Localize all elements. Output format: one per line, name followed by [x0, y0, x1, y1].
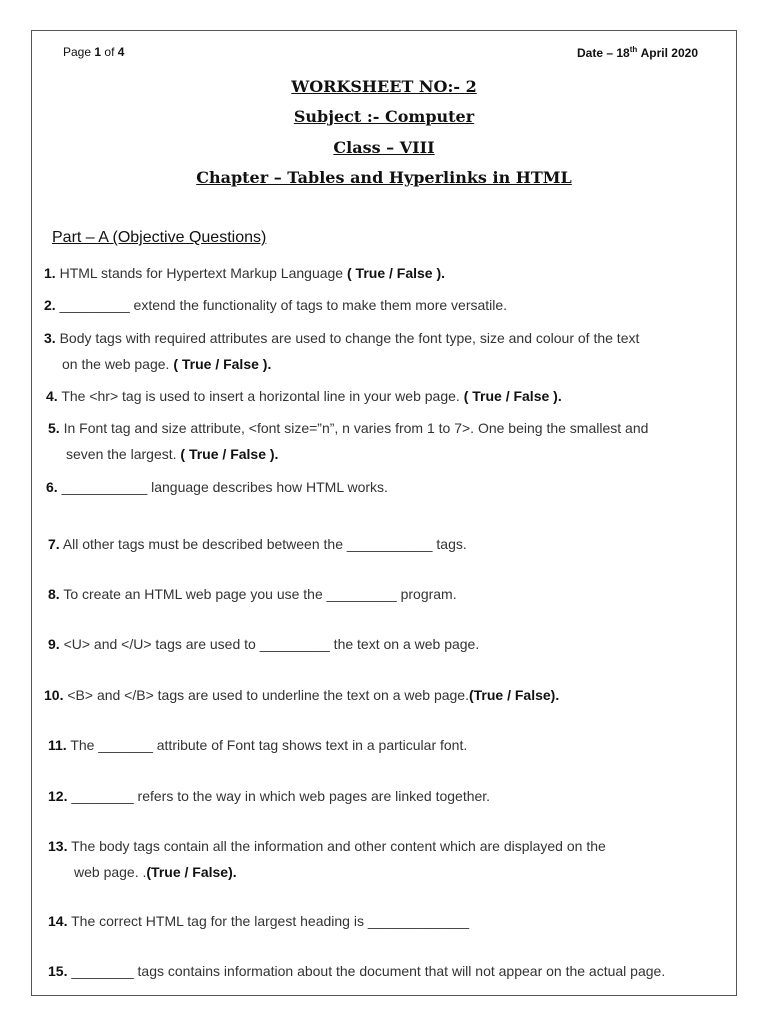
question-4: 4. The <hr> tag is used to insert a horizontal line in your web page. ( True / False ).	[46, 388, 562, 404]
question-6: 6. ___________ language describes how HTML works.	[46, 479, 388, 495]
chapter-title: Chapter – Tables and Hyperlinks in HTML	[196, 168, 572, 187]
question-2: 2. _________ extend the functionality of tags to make them more versatile.	[44, 297, 508, 313]
question-8: 8. To create an HTML web page you use the _________ program.	[48, 586, 457, 602]
question-13: 13. The body tags contain all the information and other content which are displayed on the web page. .(True / False).	[48, 838, 606, 880]
page-number: Page 1 of 4	[63, 45, 125, 59]
question-15: 15. ________ tags contains information about the document that will not appear on the actual page.	[48, 963, 666, 979]
question-11: 11. The _______ attribute of Font tag shows text in a particular font.	[48, 737, 468, 753]
question-5: 5. In Font tag and size attribute, <font size=”n”, n varies from 1 to 7>. One being the smallest and seven the largest. ( True / False ).	[48, 420, 649, 462]
class-title: Class – VIII	[333, 138, 435, 157]
question-14: 14. The correct HTML tag for the largest heading is _____________	[48, 913, 470, 929]
question-9: 9. <U> and </U> tags are used to _________ the text on a web page.	[48, 636, 480, 652]
date: Date – 18th April 2020	[576, 45, 698, 60]
worksheet-title: WORKSHEET NO:- 2	[291, 77, 477, 96]
question-7: 7. All other tags must be described between the ___________ tags.	[48, 536, 467, 552]
part-heading: Part – A (Objective Questions)	[52, 229, 267, 246]
question-3: 3. Body tags with required attributes are used to change the font type, size and colour of the text on the web page. ( True / False ).	[44, 330, 640, 372]
question-12: 12. ________ refers to the way in which web pages are linked together.	[48, 788, 491, 804]
question-10: 10. <B> and </B> tags are used to underline the text on a web page.(True / False).	[44, 687, 560, 703]
subject-title: Subject :- Computer	[293, 107, 475, 126]
question-1: 1. HTML stands for Hypertext Markup Language ( True / False ).	[44, 265, 446, 281]
